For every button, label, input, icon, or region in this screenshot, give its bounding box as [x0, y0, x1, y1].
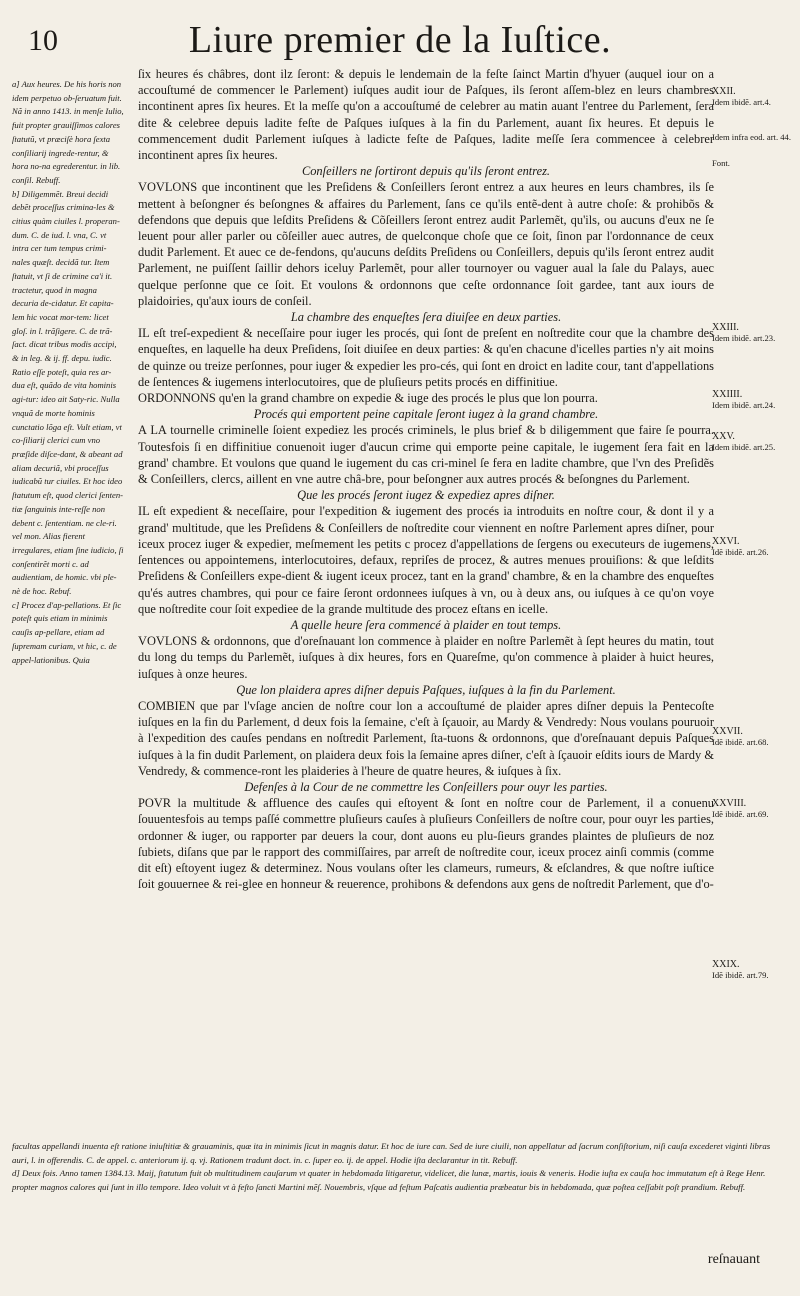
body-paragraph: IL eſt treſ-expedient & neceſſaire pour iuger les procés, qui ſont de preſent en noſtredite cour que la chambre des enqueſtes, en laquelle ha deux Preſidens, ſoit diuiſee en deux parties: & qu'en chacune d'icelles parties n'y ait moins de quinze ou treize perſonnes, pour iuger & expedier les pro-cés, qui ſont en droict en ladite cour, tant d'appellations de ſentences & iugemens interlocutoires, que de pluſieurs petits procés en diffinitiue.	[138, 326, 714, 389]
article-source: Idem ibidẽ. art.4.	[712, 97, 771, 107]
body-paragraph: COMBIEN que par l'vſage ancien de noſtre cour lon a accouſtumé de plaider apres diſner depuis la Pentecoſte iuſques en la fin du Parlement, d deux fois la ſemaine, c'eſt à ſçauoir, au Mardy & Vendredy: Nous voulans pouruoir à l'expedition des cauſes pendans en noſtredit Parlement, ſta-tuons & ordonnons, que d'oreſnauant depuis Paſques iuſques à la fin dudit Parlement, on plaidera deux fois la ſemaine apres diſner, c'eſt à ſçauoir eſdits iours de Mardy & Vendredy, & commence-ront les plaideries à l'heure de quatre heures, & iuſques à ſix.	[138, 698, 714, 778]
article-number: XXV.	[712, 431, 735, 442]
article-reference	[712, 431, 796, 453]
section-heading: Conſeillers ne ſortiront depuis qu'ils ſeront entrez.	[301, 164, 551, 179]
article-number: XXVII.	[712, 726, 743, 737]
body-paragraph: IL eſt expedient & neceſſaire, pour l'expedition & iugement des procés ia introduits en noſtre cour, & dont il y a grand' multitude, que les Preſidens & Conſeillers de noſtredite cour viennent en noſtre Parlement apres diſner, pour iceux procez iuger & expedier, meſmement les petits c procez d'appellations de ſergens ou executeurs de iugemens, ſentences ou appointemens, interlocutoires, defaux, repriſes de procez, & autres menues prouiſions: & que leſdits Preſidens & Conſeillers expe-dient & iugent iceux procez, tant en la grand' chambre, & en la chambre des enqueſtes qu'és autres chambres, qui pour ce faire ſeront ordonnees iuſques à vn, ou à deux ans, ou iuſques à ce qu'on voye que noſtredite cour ſoit expediee de la grande multitude des procez eſtans en icelle.	[138, 504, 714, 616]
section-heading: Procés qui emportent peine capitale ſeront iugez à la grand chambre.	[253, 407, 599, 422]
article-source: Idẽ ibidẽ. art.79.	[712, 970, 769, 980]
article-reference	[712, 158, 796, 169]
margin-note-c: c] Procez d'ap-pellations. Et ſic poteſt quis etiam in minimis cauſis ap-pellare, etiam ad ſupremam curiam, vt hic, c. de appel-lationibus. Quia	[12, 599, 122, 665]
body-paragraph: POVR la multitude & affluence des cauſes qui eſtoyent & ſont en noſtre cour de Parlement, il a conuenu ſouuentesfois au temps paſſé commettre pluſieurs cauſes à pluſieurs Conſeillers de noſtre cour, pour ouyr les parties, ordonner & iuger, ou rapporter par deuers la cour, dont auons eu plu-ſieurs grandes plaintes de pluſieurs de noz ſubiets, diſans que par le rapport des commiſſaires, par arreſt de noſtredite cour, iceux procez ainſi commis (comme dit eſt) eſtoyent iugez & determinez. Nous voulans oſter les clameurs, rumeurs, & eſclandres, & que noſtre iuſtice ſoit gouuernee & rei-glee en honneur & reuerence, prohibons & defendons aux gens de noſtredit Parlement, que d'o-	[138, 796, 714, 892]
left-margin-notes	[12, 78, 124, 667]
catchword: reſnauant	[707, 1252, 760, 1267]
article-source: Idem ibidẽ. art.25.	[712, 442, 776, 452]
margin-note-b: b] Diligemmẽt. Breui decidi debẽt proceſſus crimina-les & citius quàm ciuiles l. properan-dum. C. de iud. l. vna, C. vt intra cer tum tempus crimi-nales quæſt. decidã tur. Item ſtatuit, vt ſi de crimine ca'i it. tractetur, quod in magna decuria de-cidatur. Et capita-lem hic vocat mor-tem: licet gloſ. in l. trãſigere. C. de trã-ſact. dicat tribus modis accipi, & in leg. & ij. ff. depu. iudic. Ratio eſſe poteſt, quia res ar-dua eſt, quãdo de vita hominis agi-tur: ideo ait Saty-ric. Nulla vnquã de morte hominis cunctatio lõga eſt. Vult etiam, vt co-ſiliarij clerici cum vno præſide diſce-dant, & abeant ad aliam decuriã, vbi proceſſus iudicabũ tur ciuiles. Et hoc ideo ſtatutum eſt, quod clerici ſenten-tiæ ſanguinis inte-reſſe non debent c. ſententiam. ne cle-ri. vel mon. Alias fierent irregulares, etiam ſine iudicio, ſi conſentirẽt morti c. ad audientiam, de homic. vbi ple-nè de hoc. Rebuf.	[12, 188, 124, 597]
article-reference	[712, 726, 796, 748]
article-reference	[712, 86, 796, 108]
section-heading: Que les procés ſeront iugez & expediez apres diſner.	[297, 488, 555, 503]
footnote-continuation: facultas appellandi inuenta eſt ratione iniuſtitiæ & grauaminis, quæ ita in minimis ſicut in magnis datur. Et hoc de iure can. Sed de iure ciuili, non appellatur ad ſacrum conſiſtorium, niſi cauſa excederet viginti libras auri, l. in offerendis. C. de appel. c. anteriorum ij. q. vj. Rationem tradunt doct. in. c. ſuper eo. ij. de appel. Hodie iſta declarantur in tit. Rebuff.	[12, 1141, 771, 1165]
article-reference	[712, 798, 796, 820]
article-number: XXVIII.	[712, 798, 747, 809]
main-text	[138, 66, 714, 892]
footnote-d: d] Deux fois. Anno tamen 1384.13. Maij, ſtatutum fuit ob multitudinem cauſarum vt quater in hebdomada litigaretur, videlicet, die lunæ, martis, iouis & veneris. Hodie iuſta ex cauſa hoc immutatum eſt à Rege Henr. propter magnos calores qui ſunt in illo tempore. Ideo voluit vt à feſto ſancti Martini mẽſ. Nouembris, vſque ad feſtum Paſcatis audientia præbeatur bis in hebdomada, quæ poſtea ceſſabit poſt prandium. Rebuff.	[12, 1168, 766, 1192]
article-source: Idem infra eod. art. 44.	[712, 132, 791, 142]
article-number: XXVI.	[712, 536, 740, 547]
article-source: Idẽ ibidẽ. art.68.	[712, 737, 769, 747]
section-heading: A quelle heure ſera commencé à plaider en tout temps.	[290, 617, 562, 632]
article-reference	[712, 132, 796, 143]
article-source: Idẽ ibidẽ. art.69.	[712, 809, 769, 819]
body-paragraph: VOVLONS & ordonnons, que d'oreſnauant lon commence à plaider en noſtre Parlemẽt à ſept heures du matin, tout du long du temps du Parlemẽt, iuſques à dix heures, fors en Quareſme, qu'on commence à plaider à huict heures, iuſques à onze heures.	[138, 634, 714, 681]
article-source: Idẽ ibidẽ. art.26.	[712, 547, 769, 557]
page-number: 10	[28, 24, 58, 57]
article-reference	[712, 536, 796, 558]
page-header	[20, 14, 780, 62]
body-paragraph: A LA tournelle criminelle ſoient expediez les procés criminels, le plus brief & b diligemment que faire ſe pourra. Toutesfois ſi en diffinitiue conuenoit iuger d'aucun crime qui emporte peine capitale, le iugement ſera fait en la grand' chambre. Et voulons que quand le iugement du cas cri-minel ſe fera en ladite chambre, que l'vn des Preſidẽs & Conſeillers, clercs, aillent en vne autre châ-bre, pour beſongner aux autres procés & beſongnes du Parlement.	[138, 423, 714, 487]
article-number: XXII.	[712, 86, 736, 97]
body-paragraph: VOVLONS que incontinent que les Preſidens & Conſeillers ſeront entrez a aux heures en leurs chambres, ils ſe mettent à beſongner és beſongnes & affaires du Parlement, ſans ce qu'ils entẽ-dent à autre choſe: & prohibõs & defendons que depuis que leſdits Preſidens & Cõſeillers ſeront entrez audit Parlemẽt, qu'ils, ou aucuns d'eux ne ſe leuent pour aller parler ou cõſeiller auec autres, de quelconque choſe que ce ſoit, ſinon par l'ordonnance de ceux dudit Parlement. Et auec ce de-fendons, qu'aucuns deſdits Preſidens ou Conſeillers, depuis qu'ils ſeront entrez audit Parlement, ne puiſſent ſaillir dehors iceluy Parlemẽt, pour aller tournoyer ou vaguer aual la ſale du Palays, auec quelque perſonne que ce ſoit. Et voulons & ordonnons que ceſte ordonnance ſoit gardee, tant aux iours de plaidoiries, qu'aux iours de conſeil.	[138, 180, 714, 308]
article-source: Idem ibidẽ. art.24.	[712, 400, 776, 410]
article-number: XXIII.	[712, 322, 739, 333]
article-reference	[712, 389, 796, 411]
article-source: Idem ibidẽ. art.23.	[712, 333, 776, 343]
article-source: Font.	[712, 158, 730, 168]
section-heading: La chambre des enqueſtes ſera diuiſee en deux parties.	[290, 310, 562, 325]
section-heading: Defenſes à la Cour de ne commettre les Conſeillers pour ouyr les parties.	[244, 779, 608, 794]
article-reference	[712, 322, 796, 344]
body-paragraph: ſix heures és châbres, dont ilz ſeront: & depuis le lendemain de la feſte ſainct Martin d'hyuer (auquel iour on a accouſtumé de commencer le Parlement) iuſques audit iour de Paſques, ils ſeront aſſem-blez en leurs chambres incontinent apres ſix heures. Et la meſſe qu'on a accouſtumé de celebrer au matin auant l'entree du Parlement, ſera dite & celebree depuis ladite feſte de Paſques iuſques à la fin du Parlement, auant ſix heures. Et depuis le commencement dudit Parlement iuſques à ladicte feſte de Paſques, ladite meſſe ſera commencee à celebrer incontinent apres ſix heures.	[138, 67, 714, 163]
running-title: Liure premier de la Iuſtice.	[188, 19, 612, 61]
article-number: XXIX.	[712, 959, 740, 970]
body-paragraph: ORDONNONS qu'en la grand chambre on expedie & iuge des procés le plus que lon pourra.	[138, 391, 598, 406]
article-reference	[712, 959, 796, 981]
section-heading: Que lon plaidera apres diſner depuis Paſques, iuſques à la fin du Parlement.	[236, 682, 616, 697]
article-number: XXIIII.	[712, 389, 743, 400]
footnotes	[12, 1140, 786, 1194]
margin-note-a: a] Aux heures. De his horis non idem perpetuo ob-ſeruatum fuit. Nã in anno 1413. in menſe Iulio, fuit propter grauiſſimos calores ſtatutũ, vt præciſè hora ſexta conſiliarij ingrede-rentur, & hora no-na egrederentur. in lib. conſil. Rebuff.	[12, 79, 124, 185]
